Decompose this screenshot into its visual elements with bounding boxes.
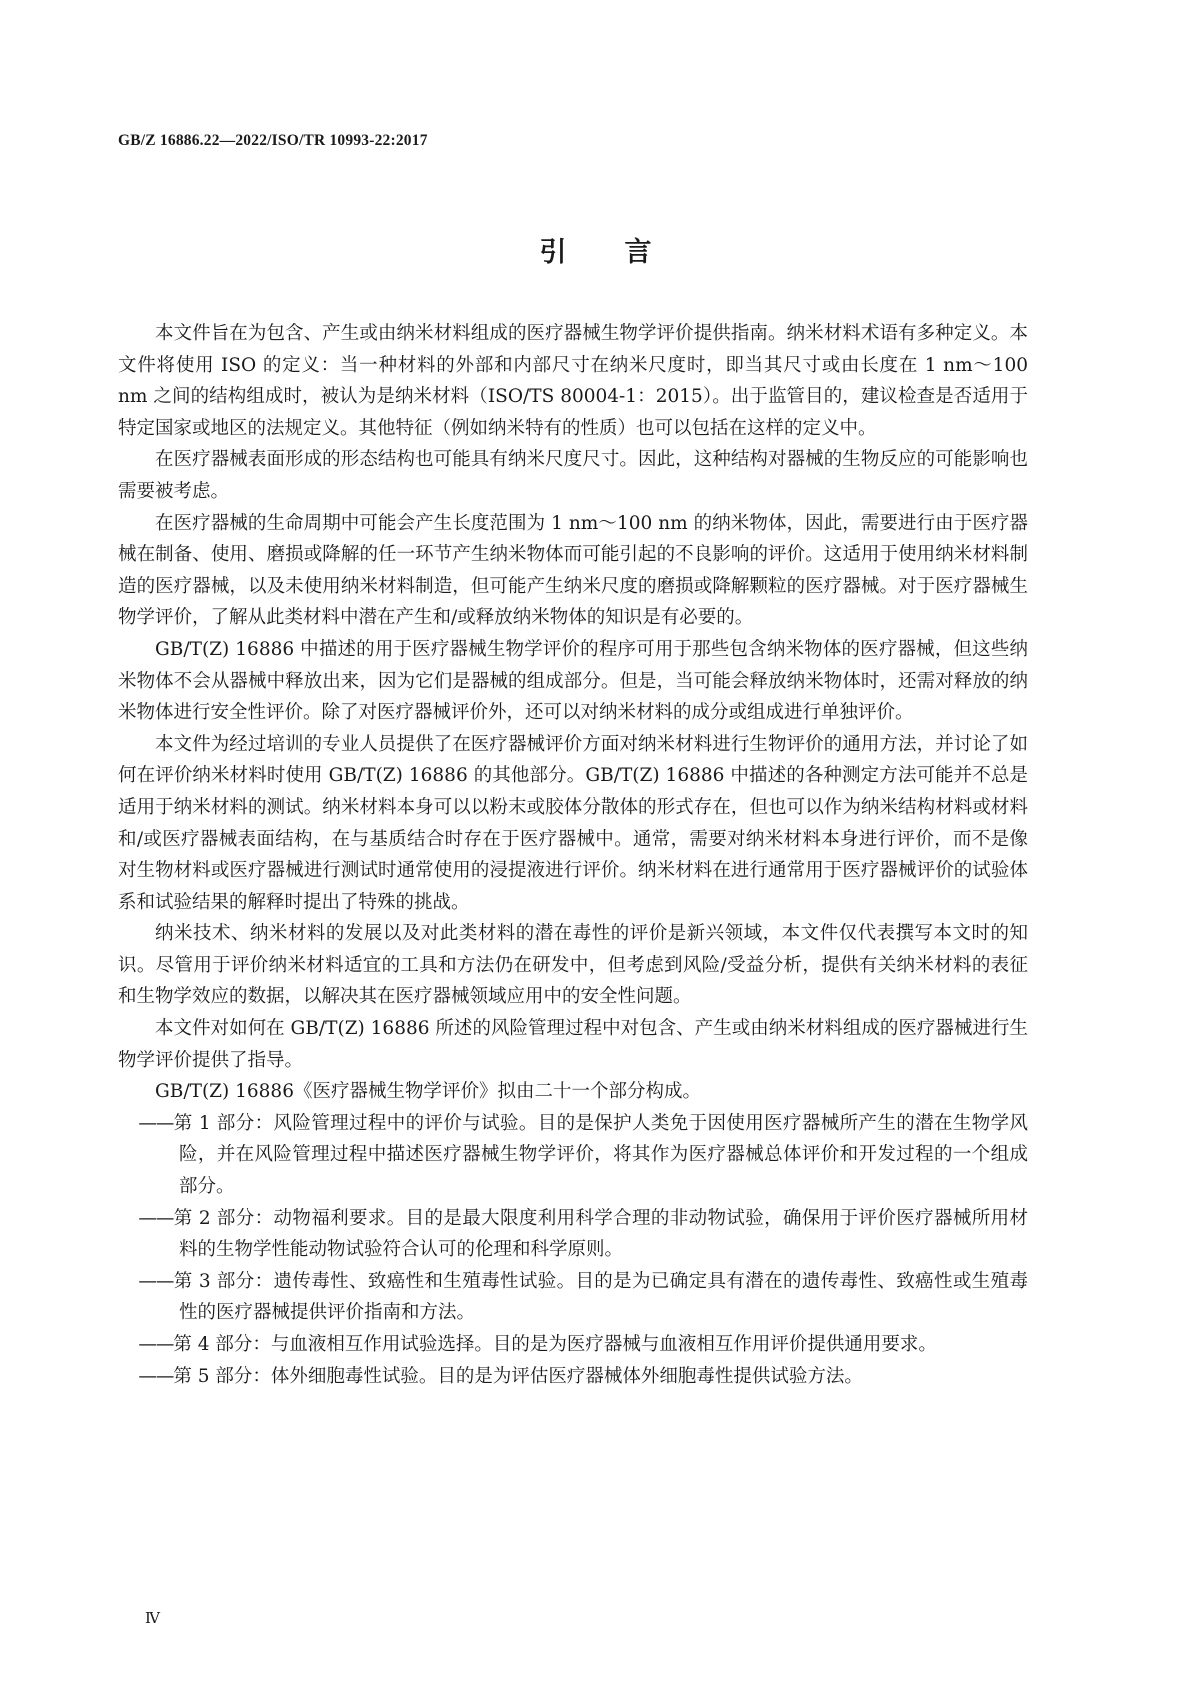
list-item-text: 第 3 部分：遗传毒性、致癌性和生殖毒性试验。目的是为已确定具有潜在的遗传毒性、致癌性或生殖毒性的医疗器械提供评价指南和方法。 (173, 1270, 1028, 1324)
paragraph: 在医疗器械的生命周期中可能会产生长度范围为 1 nm～100 nm 的纳米物体，因此，需要进行由于医疗器械在制备、使用、磨损或降解的任一环节产生纳米物体而可能引起的不良影响的评价。这适用于使用纳米材料制造的医疗器械，以及未使用纳米材料制造，但可能产生纳米尺度的磨损或降解颗粒的医疗器械。对于医疗器械生物学评价，了解从此类材料中潜在产生和/或释放纳米物体的知识是有必要的。 (118, 512, 1028, 629)
paragraph: 在医疗器械表面形成的形态结构也可能具有纳米尺度尺寸。因此，这种结构对器械的生物反应的可能影响也需要被考虑。 (118, 449, 1028, 502)
list-item-text: 第 1 部分：风险管理过程中的评价与试验。目的是保护人类免于因使用医疗器械所产生的潜在生物学风险，并在风险管理过程中描述医疗器械生物学评价，将其作为医疗器械总体评价和开发过程的一个组成部分。 (173, 1112, 1028, 1198)
list-dash: —— (138, 1207, 174, 1229)
list-item-text: 第 4 部分：与血液相互作用试验选择。目的是为医疗器械与血液相互作用评价提供通用要求。 (173, 1334, 937, 1355)
paragraph: GB/T(Z) 16886 中描述的用于医疗器械生物学评价的程序可用于那些包含纳米物体的医疗器械，但这些纳米物体不会从器械中释放出来，因为它们是器械的组成部分。但是，当可能会释放纳米物体时，还需对释放的纳米物体进行安全性评价。除了对医疗器械评价外，还可以对纳米材料的成分或组成进行单独评价。 (118, 638, 1028, 724)
paragraph: GB/T(Z) 16886《医疗器械生物学评价》拟由二十一个部分构成。 (155, 1081, 701, 1103)
paragraph: 本文件为经过培训的专业人员提供了在医疗器械评价方面对纳米材料进行生物评价的通用方法，并讨论了如何在评价纳米材料时使用 GB/T(Z) 16886 的其他部分。GB/T(Z) 16886 中描述的各种测定方法可能并不总是适用于纳米材料的测试。纳米材料本身可以以粉末或胶体分散体的形式存在，但也可以作为纳米结构材料或材料和/或医疗器械表面结构，在与基质结合时存在于医疗器械中。通常，需要对纳米材料本身进行评价，而不是像对生物材料或医疗器械进行测试时通常使用的浸提液进行评价。纳米材料在进行通常用于医疗器械评价的试验体系和试验结果的解释时提出了特殊的挑战。 (118, 733, 1028, 913)
list-item-text: 第 5 部分：体外细胞毒性试验。目的是为评估医疗器械体外细胞毒性提供试验方法。 (173, 1365, 863, 1387)
list-dash: —— (138, 1365, 174, 1387)
paragraph: 本文件旨在为包含、产生或由纳米材料组成的医疗器械生物学评价提供指南。纳米材料术语有多种定义。本文件将使用 ISO 的定义：当一种材料的外部和内部尺寸在纳米尺度时，即当其尺寸或由长度在 1 nm～100 nm 之间的结构组成时，被认为是纳米材料（ISO/TS 80004-1：2015）。出于监管目的，建议检查是否适用于特定国家或地区的法规定义。其他特征（例如纳米特有的性质）也可以包括在这样的定义中。 (118, 323, 1028, 439)
list-item-part-2 (118, 1203, 1028, 1266)
document-body (118, 318, 1028, 1392)
paragraph: 本文件对如何在 GB/T(Z) 16886 所述的风险管理过程中对包含、产生或由纳米材料组成的医疗器械进行生物学评价提供了指导。 (118, 1018, 1028, 1071)
list-item-text: 第 2 部分：动物福利要求。目的是最大限度利用科学合理的非动物试验，确保用于评价医疗器械所用材料的生物学性能动物试验符合认可的伦理和科学原则。 (173, 1207, 1028, 1261)
list-item-part-3 (118, 1266, 1028, 1329)
paragraph: 纳米技术、纳米材料的发展以及对此类材料的潜在毒性的评价是新兴领域，本文件仅代表撰写本文时的知识。尽管用于评价纳米材料适宜的工具和方法仍在研发中，但考虑到风险/受益分析，提供有关纳米材料的表征和生物学效应的数据，以解决其在医疗器械领域应用中的安全性问题。 (118, 923, 1028, 1008)
list-dash: —— (138, 1334, 174, 1355)
standard-code-header: GB/Z 16886.22—2022/ISO/TR 10993-22:2017 (118, 132, 428, 149)
page-title: 引言 (539, 237, 710, 268)
list-item-part-4 (118, 1329, 1028, 1361)
list-dash: —— (138, 1270, 174, 1292)
list-dash: —— (138, 1112, 174, 1134)
page-number: Ⅳ (145, 1609, 160, 1627)
list-item-part-5 (118, 1361, 1028, 1393)
list-item-part-1 (118, 1108, 1028, 1203)
